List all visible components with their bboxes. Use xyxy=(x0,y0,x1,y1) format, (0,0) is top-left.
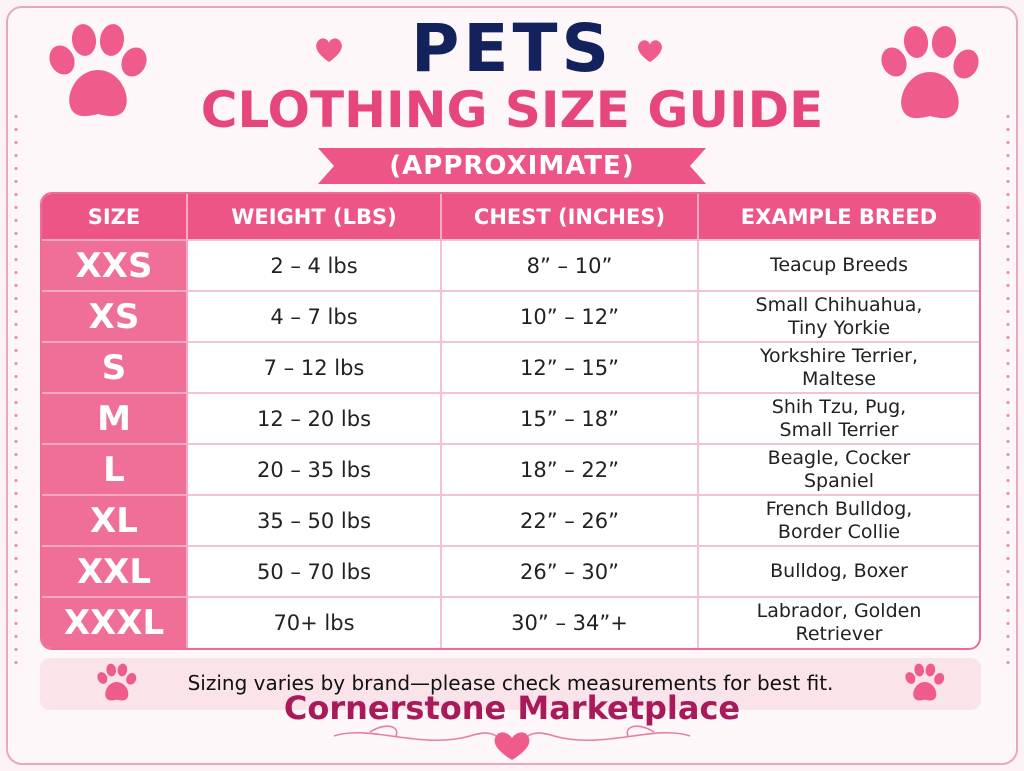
breed-cell xyxy=(698,546,979,597)
ribbon-label: (APPROXIMATE) xyxy=(389,151,635,181)
chest-cell: 30” – 34”+ xyxy=(441,597,698,648)
size-cell: XXS xyxy=(42,240,187,291)
column-header-breed: EXAMPLE BREED xyxy=(698,194,979,240)
chest-cell: 22” – 26” xyxy=(441,495,698,546)
breed-cell xyxy=(698,393,979,444)
size-cell: XS xyxy=(42,291,187,342)
chest-cell: 10” – 12” xyxy=(441,291,698,342)
chest-cell: 18” – 22” xyxy=(441,444,698,495)
size-cell: XXXL xyxy=(42,597,187,648)
breed-cell xyxy=(698,291,979,342)
weight-cell: 20 – 35 lbs xyxy=(187,444,441,495)
brand-name: Cornerstone Marketplace xyxy=(283,689,741,727)
table-row xyxy=(42,444,979,495)
chest-cell: 12” – 15” xyxy=(441,342,698,393)
breed-line: Shih Tzu, Pug, xyxy=(771,395,907,418)
weight-cell: 7 – 12 lbs xyxy=(187,342,441,393)
breed-cell xyxy=(698,444,979,495)
size-table xyxy=(40,192,981,650)
page-subtitle: CLOTHING SIZE GUIDE xyxy=(200,81,824,139)
column-header-chest: CHEST (INCHES) xyxy=(441,194,698,240)
dotted-border-left xyxy=(14,110,18,670)
breed-line: Border Collie xyxy=(777,520,901,543)
chest-cell: 26” – 30” xyxy=(441,546,698,597)
size-cell: XL xyxy=(42,495,187,546)
breed-line: Labrador, Golden xyxy=(756,600,922,622)
size-cell: S xyxy=(42,342,187,393)
column-header-size: SIZE xyxy=(42,194,187,240)
weight-cell: 12 – 20 lbs xyxy=(187,393,441,444)
breed-line: Beagle, Cocker xyxy=(767,446,911,469)
breed-line: Yorkshire Terrier, xyxy=(759,344,919,367)
chest-cell: 8” – 10” xyxy=(441,240,698,291)
table-row xyxy=(42,291,979,342)
breed-line: Tiny Yorkie xyxy=(787,316,891,339)
sizing-note: Sizing varies by brand—please check measurements for best fit. xyxy=(187,671,834,695)
breed-line: Spaniel xyxy=(803,469,875,492)
table-row xyxy=(42,597,979,648)
breed-line: French Bulldog, xyxy=(765,497,913,520)
column-header-weight: WEIGHT (LBS) xyxy=(187,194,441,240)
table-row xyxy=(42,495,979,546)
size-cell: L xyxy=(42,444,187,495)
size-cell: XXL xyxy=(42,546,187,597)
breed-line: Retriever xyxy=(795,623,883,645)
table-row xyxy=(42,240,979,291)
table-row xyxy=(42,546,979,597)
breed-cell xyxy=(698,240,979,291)
breed-line: Maltese xyxy=(801,367,877,390)
chest-cell: 15” – 18” xyxy=(441,393,698,444)
table-row xyxy=(42,393,979,444)
weight-cell: 50 – 70 lbs xyxy=(187,546,441,597)
breed-line: Teacup Breeds xyxy=(769,254,909,276)
breed-line: Bulldog, Boxer xyxy=(770,560,908,582)
table-header-row xyxy=(42,194,979,240)
weight-cell: 4 – 7 lbs xyxy=(187,291,441,342)
breed-line: Small Terrier xyxy=(779,418,899,441)
weight-cell: 70+ lbs xyxy=(187,597,441,648)
breed-cell xyxy=(698,495,979,546)
size-cell: M xyxy=(42,393,187,444)
breed-cell xyxy=(698,597,979,648)
page-title: PETS xyxy=(410,10,613,87)
table-row xyxy=(42,342,979,393)
dotted-border-right xyxy=(1006,110,1010,670)
flourish-divider xyxy=(330,716,694,762)
weight-cell: 2 – 4 lbs xyxy=(187,240,441,291)
breed-line: Small Chihuahua, xyxy=(755,293,923,316)
breed-cell xyxy=(698,342,979,393)
heart-icon xyxy=(495,732,530,760)
weight-cell: 35 – 50 lbs xyxy=(187,495,441,546)
